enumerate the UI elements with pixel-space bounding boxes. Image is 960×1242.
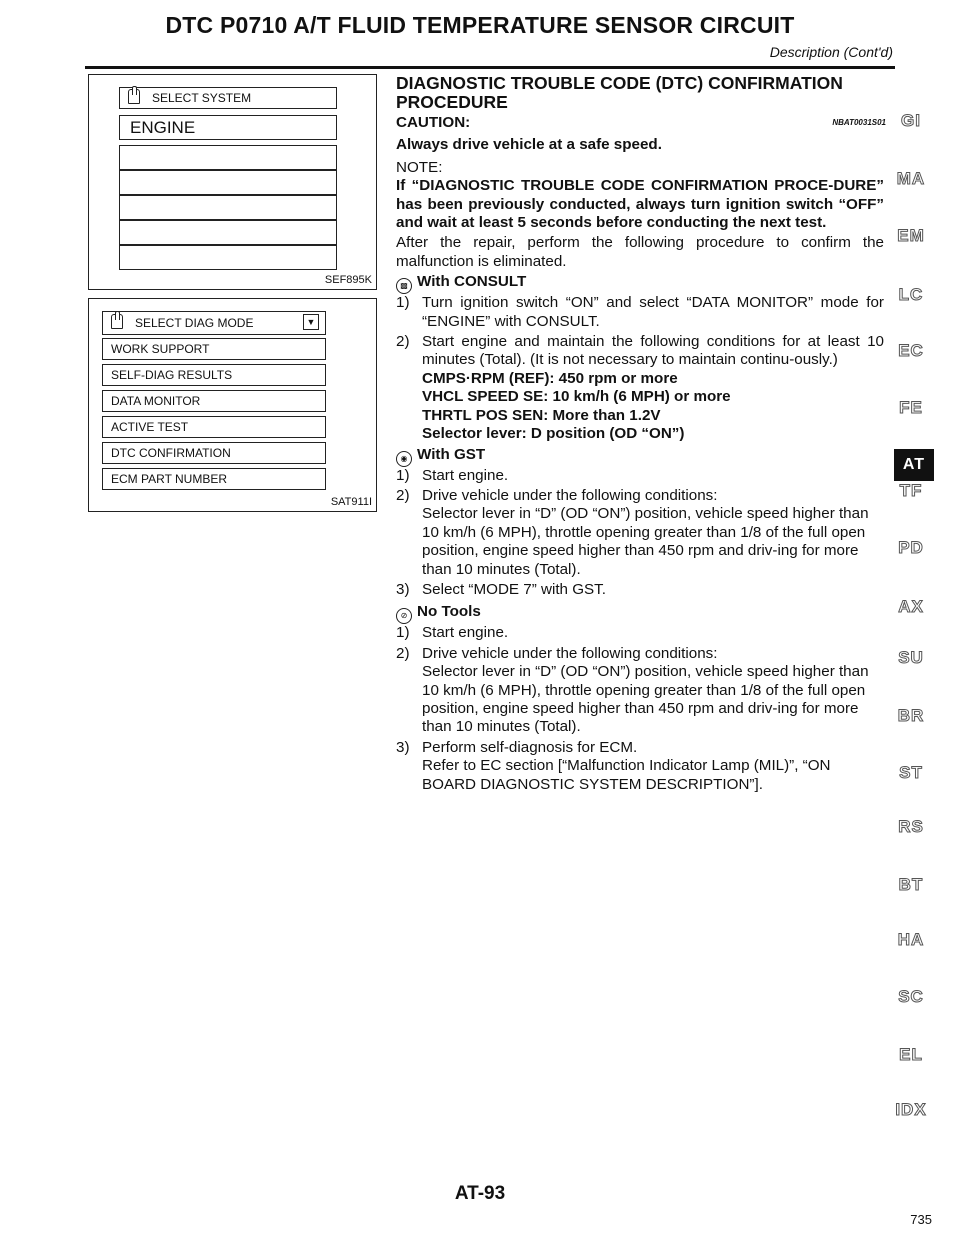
step-text-detail: Selector lever in “D” (OD “ON”) position, vehicle speed higher than 10 km/h (6 MPH), throttle opening greater than 1/8 of the full open position, engine speed higher than 450 rpm and driv-ing for more than 10 minutes (Total). [422,663,869,736]
empty-slot [119,245,337,270]
step-number: 2) [396,333,410,351]
consult-step-1 [396,294,884,331]
section-tab-idx[interactable]: IDX [895,1100,927,1119]
engine-button [119,115,337,140]
section-tab-em[interactable]: EM [897,226,925,245]
section-tab-su[interactable]: SU [898,648,924,667]
step-text: Turn ignition switch “ON” and select “DATA MONITOR” mode for “ENGINE” with CONSULT. [422,294,884,330]
step-number: 2) [396,486,410,504]
step-number: 1) [396,466,410,484]
condition-line: CMPS·RPM (REF): 450 rpm or more [422,369,678,387]
diag-mode-item: DTC CONFIRMATION [102,442,326,464]
diag-mode-item: ECM PART NUMBER [102,468,326,490]
empty-slot [119,170,337,195]
diag-mode-item: SELF-DIAG RESULTS [102,364,326,386]
touch-icon [128,89,140,104]
gst-step-1 [396,467,884,485]
page-number: AT-93 [454,1183,506,1204]
corner-page-number: 735 [910,1212,932,1227]
gst-step-3 [396,581,884,599]
gst-heading-label: With GST [417,445,486,463]
section-ref: NBAT0031S01 [832,118,886,127]
step-text: Start engine. [422,466,509,484]
section-tab-pd[interactable]: PD [898,538,924,557]
no-tools-heading [396,603,884,624]
no-tools-step-3 [396,739,884,794]
step-text: Start engine. [422,624,509,642]
empty-slot [119,195,337,220]
step-text [422,739,884,794]
step-text-detail: Refer to EC section [“Malfunction Indicator Lamp (MIL)”, “ON BOARD DIAGNOSTIC SYSTEM DESCRIPTION”]. [422,757,831,793]
step-text: Start engine and maintain the following conditions for at least 10 minutes (Total). (It is not necessary to maintain continu-ously.) [422,333,884,369]
engine-label: ENGINE [130,118,196,137]
note-text: If “DIAGNOSTIC TROUBLE CODE CONFIRMATION PROCE-DURE” has been previously conducted, always turn ignition switch “OFF” and wait at least 5 seconds before conducting the next test. [396,177,884,232]
page-subtitle: Description (Cont'd) [769,44,893,60]
figure-code: SEF895K [324,274,372,286]
step-number: 1) [396,624,410,642]
consult-step-2 [396,333,884,370]
no-tools-icon: ⊘ [396,608,412,624]
condition-line: THRTL POS SEN: More than 1.2V [422,406,661,424]
step-number: 3) [396,580,410,598]
no-tools-heading-label: No Tools [417,603,481,621]
step-text [422,645,884,737]
section-tab-ha[interactable]: HA [897,930,925,949]
after-repair-text: After the repair, perform the following procedure to confirm the malfunction is eliminated. [396,234,884,270]
section-tab-br[interactable]: BR [897,706,925,725]
step-text-detail: Selector lever in “D” (OD “ON”) position, vehicle speed higher than 10 km/h (6 MPH), throttle opening greater than 1/8 of the full open position, engine speed higher than 450 rpm and driv-ing for more than 10 minutes (Total). [422,505,869,578]
step-number: 2) [396,644,410,662]
section-heading: DIAGNOSTIC TROUBLE CODE (DTC) CONFIRMATION PROCEDURE [396,73,843,112]
note-label: NOTE: [396,158,443,176]
figure-code: SAT911I [330,496,372,508]
figure-select-system [88,74,377,290]
step-text-line: Drive vehicle under the following conditions: [422,486,718,504]
scroll-down-icon: ▼ [303,314,319,330]
section-tab-st[interactable]: ST [899,763,923,782]
caution-label: CAUTION: [396,114,471,131]
header-rule [85,66,895,69]
consult-heading [396,273,884,294]
figure-select-diag-mode [88,298,377,512]
condition-line: VHCL SPEED SE: 10 km/h (6 MPH) or more [422,388,731,406]
section-tab-ax[interactable]: AX [898,597,924,616]
section-tab-fe[interactable]: FE [899,398,923,417]
step-text: Select “MODE 7” with GST. [422,580,606,598]
section-tab-rs[interactable]: RS [898,817,924,836]
section-tab-lc[interactable]: LC [898,285,924,304]
diag-mode-item: WORK SUPPORT [102,338,326,360]
section-tab-tf[interactable]: TF [899,481,923,500]
section-tab-sc[interactable]: SC [898,987,924,1006]
no-tools-step-1 [396,624,884,642]
gst-heading [396,446,884,467]
step-text-line: Perform self-diagnosis for ECM. [422,738,638,756]
gst-icon: ◉ [396,451,412,467]
caution-text: Always drive vehicle at a safe speed. [396,136,662,154]
step-number: 3) [396,738,410,756]
touch-icon [111,314,123,329]
diag-mode-item: DATA MONITOR [102,390,326,412]
select-system-bar [119,87,337,109]
select-system-label: SELECT SYSTEM [152,91,252,105]
consult-heading-label: With CONSULT [417,273,527,291]
select-diag-mode-label: SELECT DIAG MODE [135,316,254,330]
select-diag-mode-bar [102,311,326,335]
section-tab-bt[interactable]: BT [898,875,924,894]
section-tab-at-active[interactable]: AT [894,449,934,481]
condition-line: Selector lever: D position (OD “ON”) [422,425,685,443]
gst-step-2 [396,487,884,579]
content-column [396,74,884,794]
empty-slot [119,145,337,170]
consult-icon: ▩ [396,278,412,294]
section-tab-el[interactable]: EL [899,1045,923,1064]
step-number: 1) [396,294,410,312]
no-tools-step-2 [396,645,884,737]
empty-slot [119,220,337,245]
page-title: DTC P0710 A/T FLUID TEMPERATURE SENSOR CIRCUIT [165,12,795,38]
step-text-line: Drive vehicle under the following conditions: [422,644,718,662]
step-text [422,487,884,579]
section-tab-ma[interactable]: MA [896,169,926,188]
section-tab-ec[interactable]: EC [898,341,924,360]
section-tab-gi[interactable]: GI [901,111,921,130]
diag-mode-item: ACTIVE TEST [102,416,326,438]
